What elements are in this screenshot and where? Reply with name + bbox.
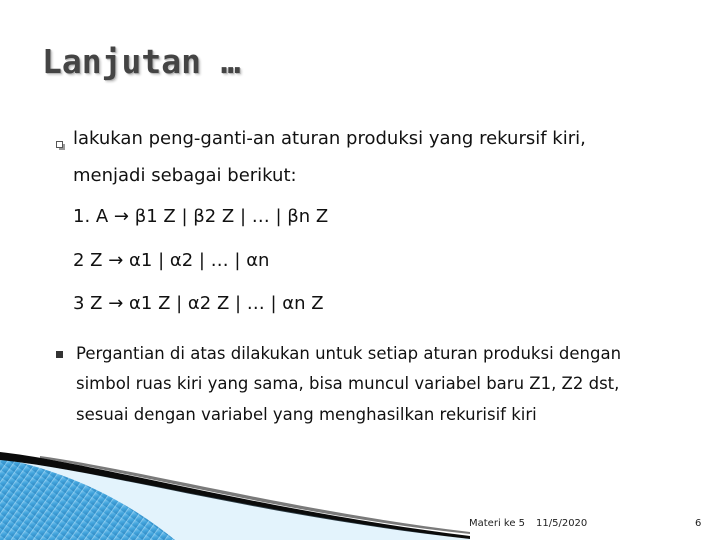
page-number: 6 — [695, 518, 702, 529]
bullet2-line2: simbol ruas kiri yang sama, bisa muncul variabel baru Z1, Z2 dst, — [76, 374, 620, 393]
slide-title: Lanjutan … — [42, 42, 241, 81]
rule-1: 1. A → β1 Z | β2 Z | … | βn Z — [73, 206, 329, 227]
footer-date: 11/5/2020 — [536, 518, 588, 529]
rule-2: 2 Z → α1 | α2 | … | αn — [73, 250, 270, 271]
filled-square-bullet-icon — [56, 351, 63, 358]
footer-label: Materi ke 5 — [469, 518, 526, 529]
rule-3: 3 Z → α1 Z | α2 Z | … | αn Z — [73, 293, 324, 314]
hollow-square-bullet-icon — [56, 141, 63, 148]
bullet2-line3: sesuai dengan variabel yang menghasilkan rekurisif kiri — [76, 405, 537, 424]
bullet2-line1: Pergantian di atas dilakukan untuk setiap aturan produksi dengan — [76, 344, 622, 363]
bullet1-line1: lakukan peng-ganti-an aturan produksi yang rekursif kiri, — [73, 128, 586, 149]
bullet1-line2: menjadi sebagai berikut: — [73, 165, 297, 186]
decorative-swoosh — [0, 440, 470, 540]
